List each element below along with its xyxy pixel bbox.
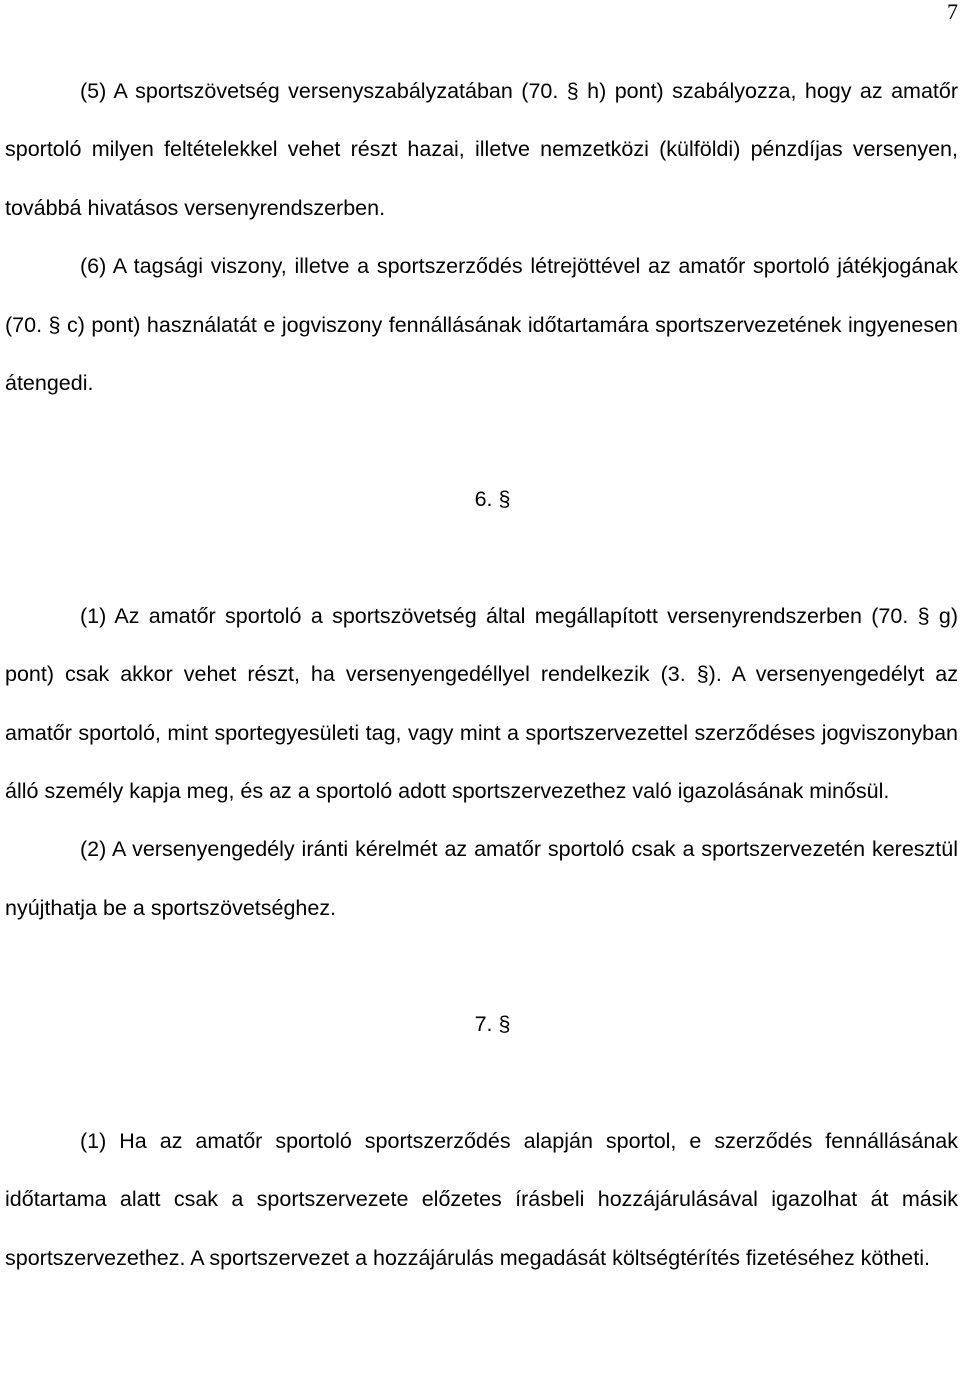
page-number: 7 xyxy=(947,0,958,24)
paragraph-5-5: (5) A sportszövetség versenyszabályzatában (70. § h) pont) szabályozza, hogy az amatőr sportoló milyen feltételekkel vehet részt hazai, illetve nemzetközi (külföldi) pénzdíjas versenyen, továbbá hivatásos versenyrendszerben. xyxy=(5,79,958,220)
section-title-6: 6. § xyxy=(474,487,511,512)
document-body xyxy=(5,62,958,1287)
spacer xyxy=(5,529,958,587)
spacer xyxy=(5,937,958,995)
paragraph-6-1: (1) Az amatőr sportoló a sportszövetség által megállapított versenyrendszerben (70. § g) pont) csak akkor vehet részt, ha versenyengedéllyel rendelkezik (3. §). A versenyengedélyt az amatőr sportoló, mint sportegyesületi tag, vagy mint a sportszervezettel szerződéses jogviszonyban álló személy kapja meg, és az a sportoló adott sportszervezethez való igazolásának minősül. xyxy=(5,603,958,804)
paragraph-7-1: (1) Ha az amatőr sportoló sportszerződés alapján sportol, e szerződés fennállásának időtartama alatt csak a sportszervezete előzetes írásbeli hozzájárulásával igazolhat át másik sportszervezethez. A sportszervezet a hozzájárulás megadását költségtérítés fizetéséhez kötheti. xyxy=(5,1128,958,1270)
spacer xyxy=(5,412,958,470)
paragraph-5-6: (6) A tagsági viszony, illetve a sportszerződés létrejöttével az amatőr sportoló játékjogának (70. § c) pont) használatát e jogviszony fennállásának időtartamára sportszervezetének ingyenesen átengedi. xyxy=(5,254,958,396)
spacer xyxy=(5,1054,958,1112)
section-title-7: 7. § xyxy=(474,1012,511,1037)
paragraph-6-2: (2) A versenyengedély iránti kérelmét az amatőr sportoló csak a sportszervezetén keresztül nyújthatja be a sportszövetséghez. xyxy=(5,837,958,920)
